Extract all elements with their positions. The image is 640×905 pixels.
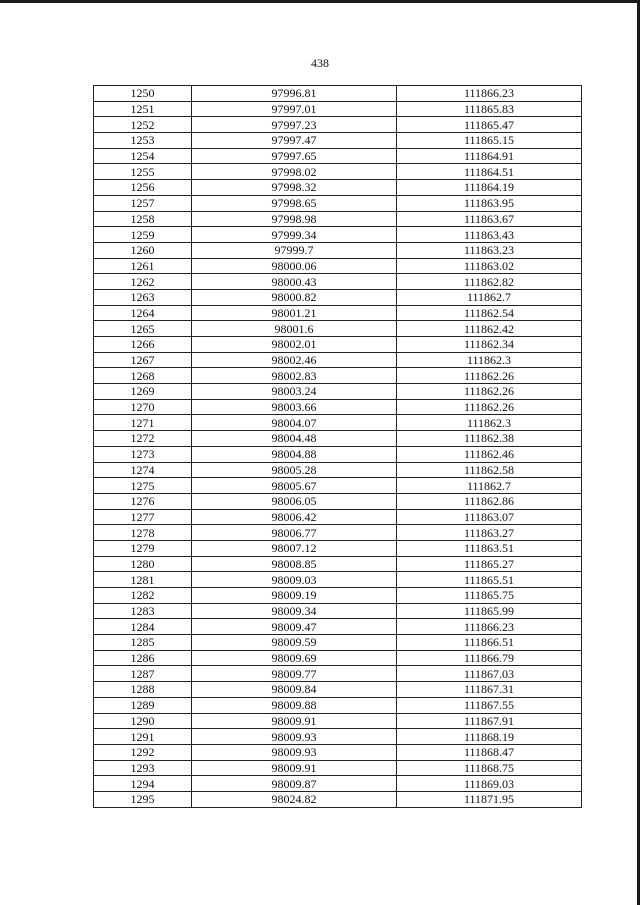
y-coordinate-cell: 111862.82	[397, 274, 582, 290]
page-number: 438	[311, 56, 329, 70]
point-number-cell: 1292	[94, 744, 192, 760]
x-coordinate-cell: 98000.06	[192, 258, 397, 274]
x-coordinate-cell: 98009.84	[192, 682, 397, 698]
x-coordinate-cell: 98002.01	[192, 337, 397, 353]
table-row	[94, 211, 582, 227]
point-number-cell: 1272	[94, 431, 192, 447]
table-row	[94, 117, 582, 133]
x-coordinate-cell: 98009.91	[192, 760, 397, 776]
x-coordinate-cell: 98002.83	[192, 368, 397, 384]
x-coordinate-cell: 97997.01	[192, 101, 397, 117]
x-coordinate-cell: 98009.34	[192, 603, 397, 619]
point-number-cell: 1263	[94, 289, 192, 305]
x-coordinate-cell: 98008.85	[192, 556, 397, 572]
point-number-cell: 1274	[94, 462, 192, 478]
point-number-cell: 1289	[94, 697, 192, 713]
x-coordinate-cell: 98003.66	[192, 399, 397, 415]
y-coordinate-cell: 111865.15	[397, 133, 582, 149]
table-row	[94, 635, 582, 651]
point-number-cell: 1266	[94, 337, 192, 353]
point-number-cell: 1264	[94, 305, 192, 321]
point-number-cell: 1260	[94, 242, 192, 258]
point-number-cell: 1275	[94, 478, 192, 494]
table-row	[94, 101, 582, 117]
point-number-cell: 1293	[94, 760, 192, 776]
table-row	[94, 713, 582, 729]
x-coordinate-cell: 98009.93	[192, 729, 397, 745]
y-coordinate-cell: 111868.47	[397, 744, 582, 760]
table-row	[94, 697, 582, 713]
table-row	[94, 305, 582, 321]
table-row	[94, 399, 582, 415]
point-number-cell: 1290	[94, 713, 192, 729]
point-number-cell: 1251	[94, 101, 192, 117]
table-row	[94, 682, 582, 698]
y-coordinate-cell: 111868.75	[397, 760, 582, 776]
table-row	[94, 588, 582, 604]
table-row	[94, 791, 582, 807]
y-coordinate-cell: 111864.19	[397, 180, 582, 196]
x-coordinate-cell: 97998.32	[192, 180, 397, 196]
x-coordinate-cell: 98001.21	[192, 305, 397, 321]
table-row	[94, 760, 582, 776]
table-row	[94, 556, 582, 572]
x-coordinate-cell: 98009.19	[192, 588, 397, 604]
y-coordinate-cell: 111866.23	[397, 619, 582, 635]
point-number-cell: 1276	[94, 493, 192, 509]
y-coordinate-cell: 111862.26	[397, 399, 582, 415]
table-row	[94, 321, 582, 337]
y-coordinate-cell: 111863.51	[397, 540, 582, 556]
x-coordinate-cell: 98009.59	[192, 635, 397, 651]
table-row	[94, 384, 582, 400]
point-number-cell: 1254	[94, 148, 192, 164]
table-row	[94, 603, 582, 619]
point-number-cell: 1268	[94, 368, 192, 384]
x-coordinate-cell: 97997.65	[192, 148, 397, 164]
table-row	[94, 619, 582, 635]
point-number-cell: 1286	[94, 650, 192, 666]
y-coordinate-cell: 111863.07	[397, 509, 582, 525]
table-row	[94, 148, 582, 164]
point-number-cell: 1283	[94, 603, 192, 619]
table-row	[94, 415, 582, 431]
x-coordinate-cell: 98009.47	[192, 619, 397, 635]
y-coordinate-cell: 111863.23	[397, 242, 582, 258]
table-row	[94, 572, 582, 588]
y-coordinate-cell: 111871.95	[397, 791, 582, 807]
coordinates-table-body	[94, 86, 582, 808]
y-coordinate-cell: 111867.55	[397, 697, 582, 713]
table-row	[94, 509, 582, 525]
x-coordinate-cell: 98004.07	[192, 415, 397, 431]
y-coordinate-cell: 111862.7	[397, 289, 582, 305]
x-coordinate-cell: 97998.65	[192, 195, 397, 211]
table-row	[94, 227, 582, 243]
point-number-cell: 1278	[94, 525, 192, 541]
x-coordinate-cell: 98000.82	[192, 289, 397, 305]
x-coordinate-cell: 98009.87	[192, 776, 397, 792]
y-coordinate-cell: 111865.27	[397, 556, 582, 572]
x-coordinate-cell: 97997.47	[192, 133, 397, 149]
point-number-cell: 1282	[94, 588, 192, 604]
x-coordinate-cell: 98007.12	[192, 540, 397, 556]
y-coordinate-cell: 111862.38	[397, 431, 582, 447]
point-number-cell: 1273	[94, 446, 192, 462]
table-row	[94, 195, 582, 211]
table-row	[94, 478, 582, 494]
table-row	[94, 368, 582, 384]
x-coordinate-cell: 98009.77	[192, 666, 397, 682]
table-row	[94, 540, 582, 556]
y-coordinate-cell: 111864.91	[397, 148, 582, 164]
x-coordinate-cell: 97996.81	[192, 86, 397, 102]
point-number-cell: 1287	[94, 666, 192, 682]
x-coordinate-cell: 98009.88	[192, 697, 397, 713]
x-coordinate-cell: 98006.42	[192, 509, 397, 525]
y-coordinate-cell: 111866.23	[397, 86, 582, 102]
y-coordinate-cell: 111863.02	[397, 258, 582, 274]
x-coordinate-cell: 98000.43	[192, 274, 397, 290]
point-number-cell: 1291	[94, 729, 192, 745]
table-row	[94, 666, 582, 682]
x-coordinate-cell: 97999.34	[192, 227, 397, 243]
table-row	[94, 431, 582, 447]
x-coordinate-cell: 98009.69	[192, 650, 397, 666]
point-number-cell: 1271	[94, 415, 192, 431]
y-coordinate-cell: 111862.26	[397, 384, 582, 400]
table-row	[94, 242, 582, 258]
point-number-cell: 1257	[94, 195, 192, 211]
point-number-cell: 1258	[94, 211, 192, 227]
y-coordinate-cell: 111862.58	[397, 462, 582, 478]
coordinates-table	[93, 85, 582, 808]
table-row	[94, 180, 582, 196]
table-row	[94, 650, 582, 666]
y-coordinate-cell: 111863.43	[397, 227, 582, 243]
table-row	[94, 729, 582, 745]
point-number-cell: 1250	[94, 86, 192, 102]
x-coordinate-cell: 98004.88	[192, 446, 397, 462]
table-row	[94, 352, 582, 368]
y-coordinate-cell: 111862.46	[397, 446, 582, 462]
point-number-cell: 1284	[94, 619, 192, 635]
y-coordinate-cell: 111867.03	[397, 666, 582, 682]
y-coordinate-cell: 111863.95	[397, 195, 582, 211]
y-coordinate-cell: 111862.3	[397, 415, 582, 431]
x-coordinate-cell: 97998.98	[192, 211, 397, 227]
x-coordinate-cell: 98006.77	[192, 525, 397, 541]
y-coordinate-cell: 111862.26	[397, 368, 582, 384]
table-row	[94, 289, 582, 305]
table-row	[94, 776, 582, 792]
y-coordinate-cell: 111862.34	[397, 337, 582, 353]
point-number-cell: 1285	[94, 635, 192, 651]
point-number-cell: 1294	[94, 776, 192, 792]
page-frame-top-edge	[0, 0, 640, 3]
y-coordinate-cell: 111869.03	[397, 776, 582, 792]
y-coordinate-cell: 111862.54	[397, 305, 582, 321]
x-coordinate-cell: 97999.7	[192, 242, 397, 258]
table-row	[94, 133, 582, 149]
y-coordinate-cell: 111865.99	[397, 603, 582, 619]
x-coordinate-cell: 98009.93	[192, 744, 397, 760]
x-coordinate-cell: 98004.48	[192, 431, 397, 447]
y-coordinate-cell: 111868.19	[397, 729, 582, 745]
x-coordinate-cell: 98009.03	[192, 572, 397, 588]
table-row	[94, 274, 582, 290]
point-number-cell: 1279	[94, 540, 192, 556]
y-coordinate-cell: 111863.27	[397, 525, 582, 541]
x-coordinate-cell: 98003.24	[192, 384, 397, 400]
y-coordinate-cell: 111862.86	[397, 493, 582, 509]
point-number-cell: 1259	[94, 227, 192, 243]
point-number-cell: 1277	[94, 509, 192, 525]
y-coordinate-cell: 111865.47	[397, 117, 582, 133]
y-coordinate-cell: 111867.31	[397, 682, 582, 698]
x-coordinate-cell: 98001.6	[192, 321, 397, 337]
table-row	[94, 744, 582, 760]
y-coordinate-cell: 111865.83	[397, 101, 582, 117]
point-number-cell: 1295	[94, 791, 192, 807]
point-number-cell: 1252	[94, 117, 192, 133]
point-number-cell: 1269	[94, 384, 192, 400]
x-coordinate-cell: 97997.23	[192, 117, 397, 133]
table-row	[94, 525, 582, 541]
point-number-cell: 1256	[94, 180, 192, 196]
point-number-cell: 1255	[94, 164, 192, 180]
point-number-cell: 1265	[94, 321, 192, 337]
table-row	[94, 164, 582, 180]
x-coordinate-cell: 98024.82	[192, 791, 397, 807]
y-coordinate-cell: 111862.42	[397, 321, 582, 337]
point-number-cell: 1288	[94, 682, 192, 698]
x-coordinate-cell: 98005.28	[192, 462, 397, 478]
y-coordinate-cell: 111863.67	[397, 211, 582, 227]
point-number-cell: 1281	[94, 572, 192, 588]
point-number-cell: 1262	[94, 274, 192, 290]
table-row	[94, 86, 582, 102]
y-coordinate-cell: 111866.51	[397, 635, 582, 651]
table-row	[94, 493, 582, 509]
table-row	[94, 462, 582, 478]
point-number-cell: 1270	[94, 399, 192, 415]
point-number-cell: 1267	[94, 352, 192, 368]
y-coordinate-cell: 111864.51	[397, 164, 582, 180]
x-coordinate-cell: 97998.02	[192, 164, 397, 180]
y-coordinate-cell: 111862.3	[397, 352, 582, 368]
y-coordinate-cell: 111867.91	[397, 713, 582, 729]
y-coordinate-cell: 111865.51	[397, 572, 582, 588]
y-coordinate-cell: 111862.7	[397, 478, 582, 494]
x-coordinate-cell: 98006.05	[192, 493, 397, 509]
y-coordinate-cell: 111865.75	[397, 588, 582, 604]
table-row	[94, 258, 582, 274]
x-coordinate-cell: 98009.91	[192, 713, 397, 729]
table-row	[94, 446, 582, 462]
point-number-cell: 1253	[94, 133, 192, 149]
point-number-cell: 1280	[94, 556, 192, 572]
point-number-cell: 1261	[94, 258, 192, 274]
x-coordinate-cell: 98005.67	[192, 478, 397, 494]
y-coordinate-cell: 111866.79	[397, 650, 582, 666]
x-coordinate-cell: 98002.46	[192, 352, 397, 368]
table-row	[94, 337, 582, 353]
